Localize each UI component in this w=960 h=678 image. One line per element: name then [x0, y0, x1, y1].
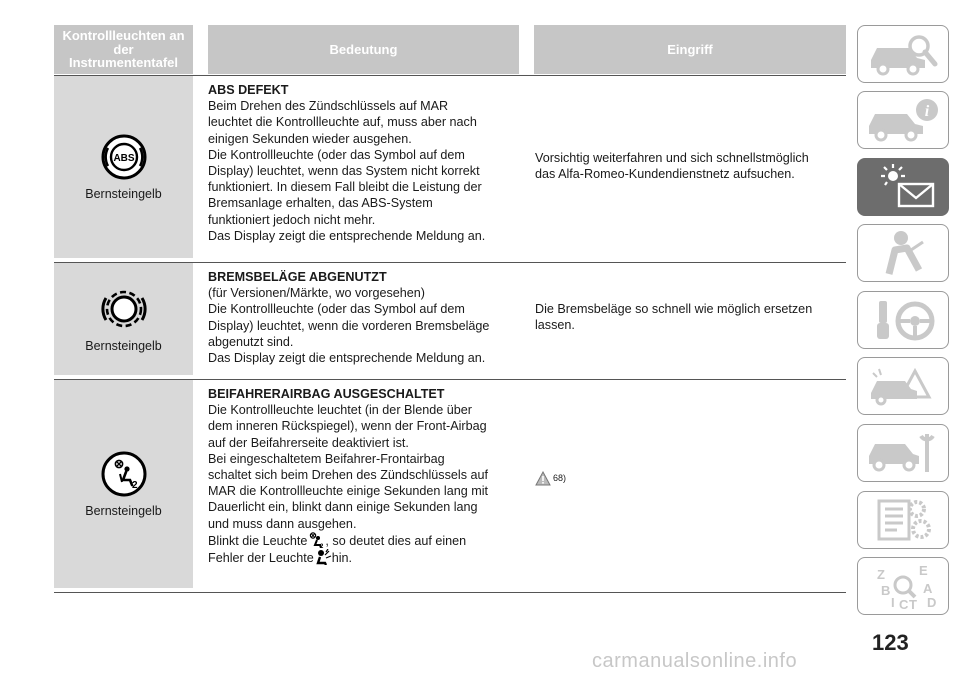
warning-reference: 68)	[553, 473, 567, 483]
table-row	[54, 76, 846, 263]
meaning-cell	[208, 269, 524, 366]
tab-safety[interactable]	[857, 224, 949, 282]
meaning-line: Dauerlicht ein, blinkt dann einige Sekunden lang	[208, 500, 478, 515]
meaning-line: auf der Beifahrerseite deaktiviert ist.	[208, 435, 409, 450]
meaning-line: Display) leuchtet, wenn das System nicht korrekt	[208, 164, 480, 179]
svg-text:2: 2	[320, 543, 324, 548]
warning-title: BEIFAHRERAIRBAG AUSGESCHALTET	[208, 387, 445, 401]
svg-text:T: T	[909, 597, 917, 611]
svg-text:i: i	[924, 103, 930, 120]
watermark: carmanualsonline.info	[592, 650, 798, 672]
abs-warning-icon	[100, 133, 148, 181]
meaning-line-inline-icon	[208, 532, 524, 549]
svg-text:ABS: ABS	[112, 153, 135, 164]
indicator-cell	[54, 380, 193, 588]
header-col-action: Eingriff	[534, 25, 846, 74]
meaning-line-inline-icon	[208, 549, 524, 566]
color-label: Bernsteingelb	[85, 339, 162, 353]
tab-starting-driving[interactable]	[857, 291, 949, 349]
action-cell	[535, 301, 846, 333]
meaning-line: Bei eingeschaltetem Beifahrer-Frontairbag	[208, 451, 445, 466]
color-label: Bernsteingelb	[85, 187, 162, 201]
warning-light-message-icon	[865, 162, 941, 212]
meaning-line: abgenutzt sind.	[208, 334, 294, 349]
meaning-line: Die Kontrollleuchte (oder das Symbol auf dem	[208, 147, 465, 162]
car-search-icon	[865, 32, 941, 76]
caution-triangle-icon	[535, 471, 551, 486]
header-line: Instrumententafel	[68, 55, 179, 71]
svg-text:2: 2	[131, 480, 138, 491]
action-cell	[535, 470, 846, 486]
meaning-line: Bremsanlage erhalten, das ABS-System	[208, 196, 433, 211]
meaning-line: Beim Drehen des Zündschlüssels auf MAR	[208, 99, 449, 114]
meaning-line: Die Kontrollleuchte (oder das Symbol auf dem	[208, 302, 465, 317]
indicator-table	[54, 25, 846, 593]
header-line: der	[113, 41, 134, 57]
meaning-line: einigen Sekunden wieder ausgehen.	[208, 131, 412, 146]
data-gear-icon	[865, 495, 941, 545]
tab-warning-lights[interactable]	[857, 158, 949, 216]
svg-text:C: C	[899, 597, 909, 611]
header-line: Kontrollleuchten an	[62, 28, 185, 44]
airbag-warning-small-icon	[314, 549, 332, 565]
meaning-text: Blinkt die Leuchte	[208, 533, 308, 548]
header-col-indicator	[54, 25, 193, 74]
meaning-line: schaltet sich beim Drehen des Zündschlüssels auf	[208, 468, 489, 483]
meaning-line: und muss dann ausgehen.	[208, 516, 357, 531]
meaning-line: funktioniert. In diesem Fall bleibt die Leistung der	[208, 180, 482, 195]
warning-title: ABS DEFEKT	[208, 83, 289, 97]
car-crash-icon	[865, 361, 941, 411]
svg-text:Z: Z	[877, 567, 885, 582]
svg-text:B: B	[881, 583, 891, 598]
meaning-text: hin.	[331, 551, 353, 566]
tab-maintenance[interactable]	[857, 424, 949, 482]
seat-airbag-icon	[865, 228, 941, 278]
tab-car-search[interactable]	[857, 25, 949, 83]
table-header	[54, 25, 846, 76]
meaning-cell	[208, 82, 524, 244]
table-row	[54, 263, 846, 380]
indicator-cell	[54, 263, 193, 375]
action-line: lassen.	[535, 318, 575, 333]
alphabet-index-icon	[865, 561, 941, 611]
car-info-icon	[865, 98, 941, 142]
tab-car-info[interactable]	[857, 91, 949, 149]
page-number: 123	[872, 630, 909, 655]
action-line: das Alfa-Romeo-Kundendienstnetz aufsuchen.	[535, 167, 795, 182]
action-line: Die Bremsbeläge so schnell wie möglich ersetzen	[535, 302, 813, 316]
brake-pad-wear-icon	[100, 285, 148, 333]
svg-text:D: D	[927, 595, 937, 610]
svg-text:I: I	[891, 595, 895, 610]
meaning-line: MAR die Kontrollleuchte einige Sekunden lang mit	[208, 484, 489, 499]
svg-text:E: E	[919, 563, 928, 578]
airbag-off-small-icon	[307, 532, 325, 548]
tab-index[interactable]	[857, 557, 949, 615]
indicator-cell	[54, 76, 193, 258]
action-line: Vorsichtig weiterfahren und sich schnellstmöglich	[535, 151, 809, 165]
table-row	[54, 380, 846, 593]
header-col-meaning: Bedeutung	[208, 25, 519, 74]
meaning-line: dem inneren Rückspiegel), wenn der Front-Airbag	[208, 419, 487, 434]
meaning-text: Fehler der Leuchte	[208, 551, 314, 566]
car-service-tools-icon	[865, 428, 941, 478]
meaning-line: Das Display zeigt die entsprechende Meldung an.	[208, 228, 486, 243]
meaning-text: , so deutet dies auf einen	[325, 533, 467, 548]
meaning-line: Die Kontrollleuchte leuchtet (in der Blende über	[208, 403, 472, 418]
meaning-line: funktioniert jedoch nicht mehr.	[208, 212, 376, 227]
meaning-line: Display) leuchtet, wenn die vorderen Bremsbeläge	[208, 318, 490, 333]
tab-technical-data[interactable]	[857, 491, 949, 549]
warning-title: BREMSBELÄGE ABGENUTZT	[208, 270, 387, 284]
action-cell	[535, 150, 846, 182]
color-label: Bernsteingelb	[85, 504, 162, 518]
meaning-line: leuchtet die Kontrollleuchte auf, muss aber nach	[208, 115, 477, 130]
meaning-cell	[208, 386, 524, 566]
key-steering-wheel-icon	[865, 295, 941, 345]
passenger-airbag-off-icon	[100, 450, 148, 498]
meaning-line: Das Display zeigt die entsprechende Meldung an.	[208, 351, 486, 366]
svg-text:A: A	[923, 581, 933, 596]
meaning-line: (für Versionen/Märkte, wo vorgesehen)	[208, 286, 425, 301]
tab-emergency[interactable]	[857, 357, 949, 415]
